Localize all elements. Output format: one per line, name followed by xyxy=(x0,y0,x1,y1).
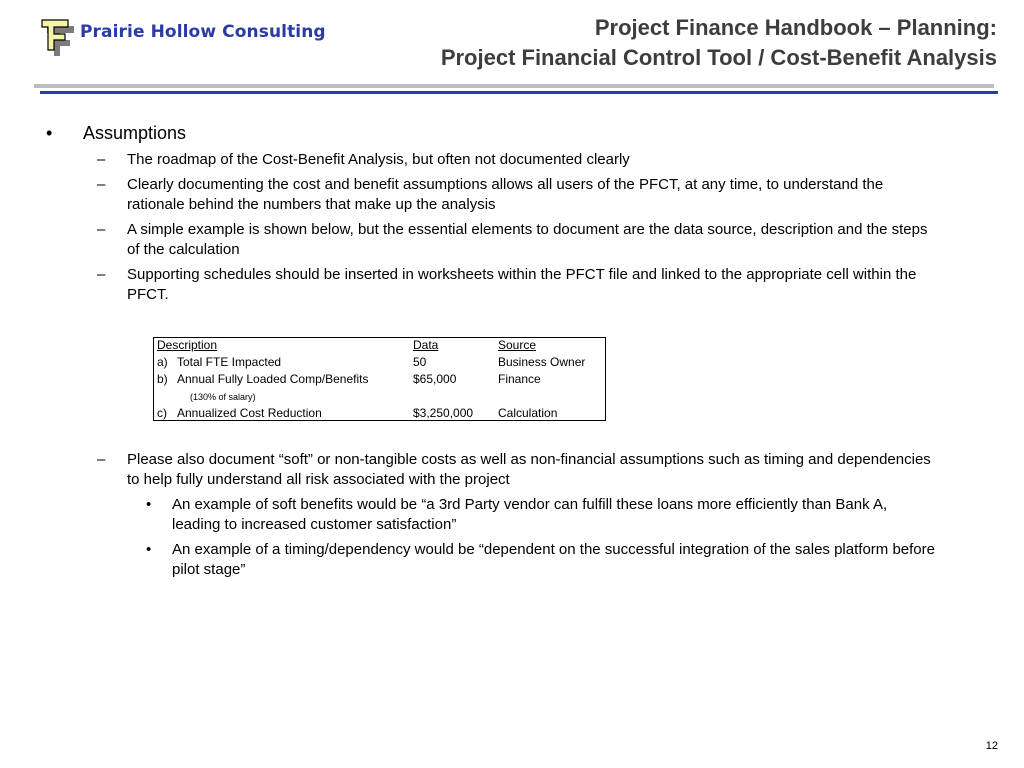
sub-list-item-text: An example of a timing/dependency would be “dependent on the successful integration of the sales platform before pilot stage” xyxy=(172,541,935,578)
table-header-description: Description xyxy=(157,338,218,352)
table-cell-data: $3,250,000 xyxy=(413,406,474,420)
header-divider-grey xyxy=(34,84,994,88)
list-item-text: The roadmap of the Cost-Benefit Analysis, but often not documented clearly xyxy=(127,151,630,168)
sub-list-item-text: An example of soft benefits would be “a 3rd Party vendor can fulfill these loans more efficiently than Bank A, leading to increased customer satisfaction” xyxy=(172,496,888,533)
table-row-letter: a) xyxy=(157,355,168,369)
table-cell-data: 50 xyxy=(413,355,427,369)
dash-marker: – xyxy=(97,221,106,238)
list-item xyxy=(97,175,937,215)
logo-text: Prairie Hollow Consulting xyxy=(80,22,326,42)
table-cell-note: (130% of salary) xyxy=(190,392,256,402)
table-row-letter: c) xyxy=(157,406,167,420)
page-number: 12 xyxy=(985,740,998,752)
assumptions-table xyxy=(153,337,606,421)
dash-marker: – xyxy=(97,266,106,283)
dash-marker: – xyxy=(97,151,106,168)
table-row-letter: b) xyxy=(157,372,168,386)
list-item-text: Supporting schedules should be inserted in worksheets within the PFCT file and linked to the appropriate cell within the PFCT. xyxy=(127,266,917,303)
list-item-text: Please also document “soft” or non-tangible costs as well as non-financial assumptions such as timing and dependencies to help fully understand all risk associated with the project xyxy=(127,451,931,488)
list-item xyxy=(97,450,937,490)
bullet-marker: • xyxy=(46,123,53,143)
table-cell-source: Finance xyxy=(498,372,541,386)
title-line-2: Project Financial Control Tool / Cost-Benefit Analysis xyxy=(440,45,997,70)
list-item xyxy=(97,265,937,305)
list-item-text: A simple example is shown below, but the essential elements to document are the data source, description and the steps of the calculation xyxy=(127,221,928,258)
table-cell-description: Annual Fully Loaded Comp/Benefits xyxy=(177,372,369,386)
table-header-source: Source xyxy=(498,338,537,352)
table-cell-description: Total FTE Impacted xyxy=(177,355,282,369)
bullet-marker: • xyxy=(146,541,152,558)
dash-marker: – xyxy=(97,451,106,468)
bullet-marker: • xyxy=(146,496,152,513)
table-cell-data: $65,000 xyxy=(413,372,457,386)
page-title xyxy=(441,13,997,73)
list-item-text: Clearly documenting the cost and benefit assumptions allows all users of the PFCT, at any time, to understand the rationale behind the numbers that make up the analysis xyxy=(127,176,884,213)
header-divider-blue xyxy=(40,91,998,94)
table-cell-source: Calculation xyxy=(498,406,558,420)
table-cell-description: Annualized Cost Reduction xyxy=(177,406,322,420)
dash-marker: – xyxy=(97,176,106,193)
title-line-1: Project Finance Handbook – Planning: xyxy=(594,15,997,40)
bullet-assumptions: Assumptions xyxy=(83,123,187,143)
table-header-data: Data xyxy=(413,338,439,352)
table-cell-source: Business Owner xyxy=(498,355,586,369)
list-item xyxy=(97,220,937,260)
sub-list-item xyxy=(146,495,937,535)
company-logo xyxy=(40,16,326,60)
sub-list-item xyxy=(146,540,937,580)
list-item xyxy=(97,150,937,170)
logo-mark-icon xyxy=(40,16,80,60)
